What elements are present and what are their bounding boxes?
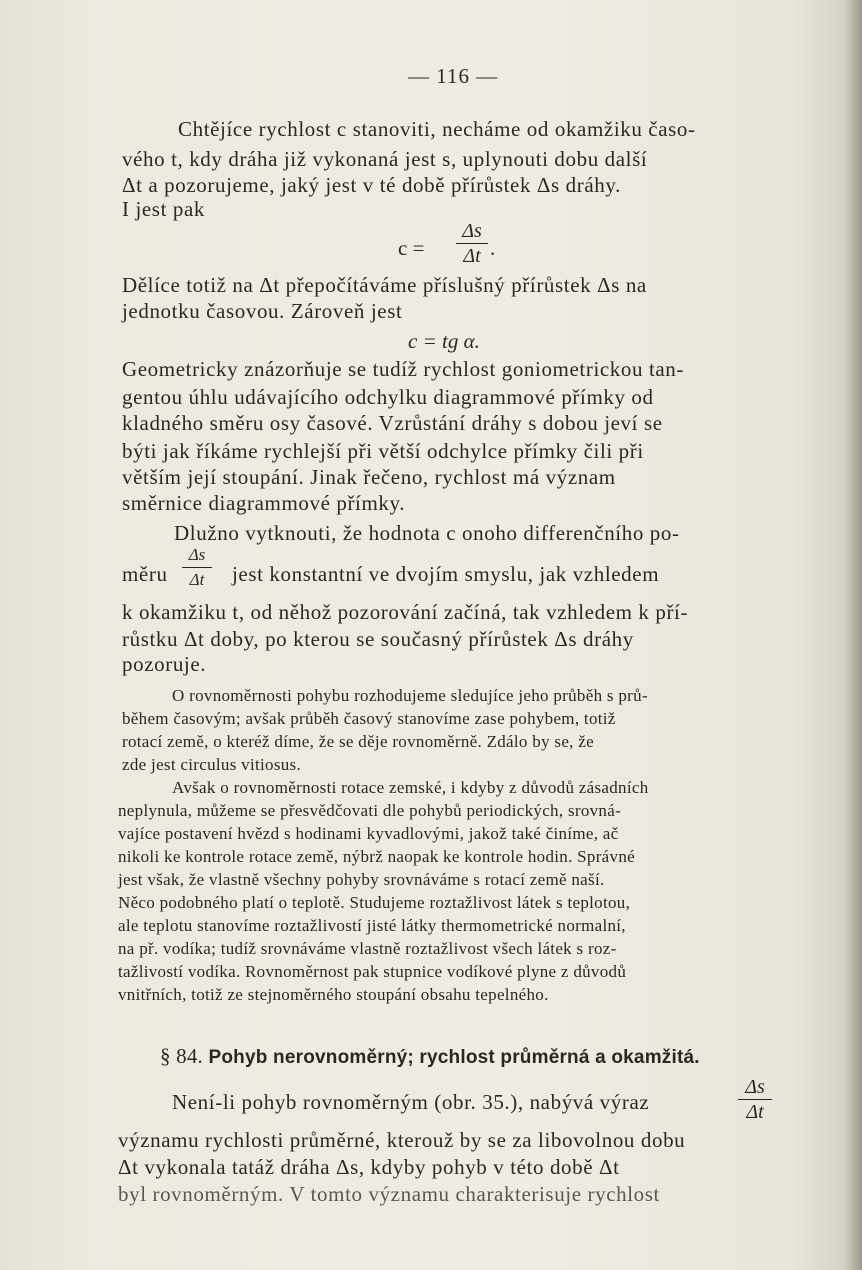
- formula-period: .: [490, 236, 496, 260]
- note-line: tažlivostí vodíka. Rovnoměrnost pak stupnice vodíkové plyne z důvodů: [118, 962, 627, 981]
- note-line: zde jest circulus vitiosus.: [122, 755, 302, 774]
- inline-fraction: [182, 544, 212, 591]
- note-line: jest však, že vlastně všechny pohyby srovnáváme s rotací země naší.: [118, 870, 605, 889]
- note-line: neplynula, můžeme se přesvědčovati dle pohybů periodických, srovná-: [118, 801, 622, 820]
- text-line: I jest pak: [122, 197, 205, 221]
- section-title: Pohyb nerovnoměrný; rychlost průměrná a okamžitá.: [208, 1047, 700, 1068]
- note-line: během časovým; avšak průběh časový stanovíme zase pohybem, totiž: [122, 709, 616, 728]
- text-line: Δt a pozorujeme, jaký jest v té době přírůstek Δs dráhy.: [122, 173, 621, 197]
- note-line: na př. vodíka; tudíž srovnáváme vlastně roztažlivost všech látek s roz-: [118, 939, 617, 958]
- formula-lhs: c =: [398, 236, 425, 260]
- fraction-denominator: Δt: [746, 1101, 764, 1123]
- note-line: nikoli ke kontrole rotace země, nýbrž naopak ke kontrole hodin. Správné: [118, 847, 635, 866]
- note-line: vajíce postavení hvězd s hodinami kyvadlovými, jakož také činíme, ač: [118, 824, 619, 843]
- text-line: Dlužno vytknouti, že hodnota c onoho differenčního po-: [174, 521, 680, 545]
- fraction-bar: [738, 1099, 772, 1100]
- text-line: gentou úhlu udávajícího odchylku diagrammové přímky od: [122, 385, 654, 409]
- text-line: Není-li pohyb rovnoměrným (obr. 35.), nabývá výraz: [172, 1090, 650, 1114]
- note-line: vnitřních, totiž ze stejnoměrného stoupání obsahu tepelného.: [118, 985, 549, 1004]
- text-line: Dělíce totiž na Δt přepočítáváme příslušný přírůstek Δs na: [122, 273, 647, 297]
- text-line: směrnice diagrammové přímky.: [122, 491, 406, 515]
- final-fraction: [738, 1076, 772, 1123]
- text-line: byl rovnoměrným. V tomto významu charakterisuje rychlost: [118, 1182, 660, 1206]
- fraction-numerator: Δs: [745, 1076, 765, 1098]
- text-line: růstku Δt doby, po kterou se současný přírůstek Δs dráhy: [122, 627, 634, 651]
- note-line: Avšak o rovnoměrnosti rotace zemské, i kdyby z důvodů zásadních: [172, 778, 649, 797]
- text-line: pozoruje.: [122, 652, 207, 676]
- page-edge-shadow: [844, 0, 862, 1270]
- fraction-denominator: Δt: [463, 245, 481, 267]
- section-mark: § 84.: [160, 1044, 203, 1068]
- text-line: významu rychlosti průměrné, kterouž by se za libovolnou dobu: [118, 1128, 686, 1152]
- text-line: větším její stoupání. Jinak řečeno, rychlost má význam: [122, 465, 616, 489]
- text-line: Geometricky znázorňuje se tudíž rychlost goniometrickou tan-: [122, 357, 684, 381]
- formula-fraction: [456, 220, 488, 267]
- text-line: býti jak říkáme rychlejší při větší odchylce přímky čili při: [122, 439, 644, 463]
- text-line: k okamžiku t, od něhož pozorování začíná, tak vzhledem k pří-: [122, 600, 689, 624]
- formula-tangent: c = tg α.: [408, 329, 480, 353]
- text-line: Chtějíce rychlost c stanoviti, necháme od okamžiku časo-: [178, 117, 696, 141]
- text-line: jest konstantní ve dvojím smyslu, jak vzhledem: [232, 562, 660, 586]
- fraction-numerator: Δs: [188, 545, 206, 564]
- note-line: O rovnoměrnosti pohybu rozhodujeme sledujíce jeho průběh s prů-: [172, 686, 648, 705]
- text-line: vého t, kdy dráha již vykonaná jest s, uplynouti dobu další: [122, 147, 648, 171]
- fraction-bar: [456, 243, 488, 244]
- fraction-bar: [182, 567, 212, 568]
- fraction-denominator: Δt: [189, 570, 205, 589]
- page-number: — 116 —: [408, 64, 499, 88]
- text-line: měru: [122, 562, 168, 586]
- fraction-numerator: Δs: [462, 220, 482, 242]
- section-heading: [160, 1044, 700, 1069]
- note-line: Něco podobného platí o teplotě. Studujeme roztažlivost látek s teplotou,: [118, 893, 631, 912]
- text-line: jednotku časovou. Zároveň jest: [122, 299, 403, 323]
- note-line: ale teplotu stanovíme roztažlivostí jisté látky thermometrické normalní,: [118, 916, 626, 935]
- note-line: rotací země, o kteréž díme, že se děje rovnoměrně. Zdálo by se, že: [122, 732, 594, 751]
- text-line: Δt vykonala tatáž dráha Δs, kdyby pohyb v této době Δt: [118, 1155, 620, 1179]
- text-line: kladného směru osy časové. Vzrůstání dráhy s dobou jeví se: [122, 411, 663, 435]
